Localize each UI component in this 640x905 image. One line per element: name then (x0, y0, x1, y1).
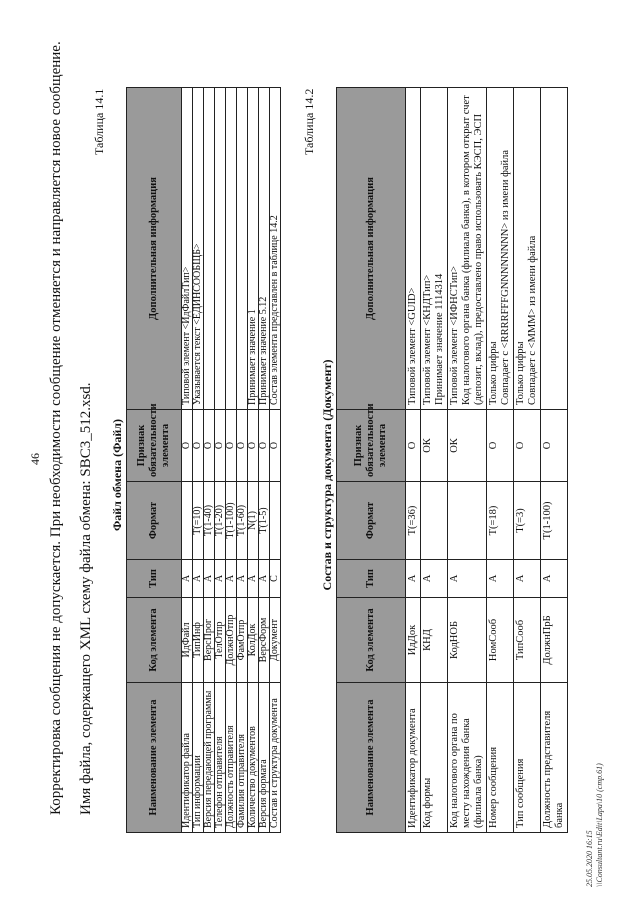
table-cell: А (204, 560, 215, 598)
table-cell: ИдДок (406, 598, 421, 683)
table-row (487, 88, 514, 833)
table-cell: Принимает значение 1 (248, 88, 259, 410)
table-cell: А (215, 560, 226, 598)
column-header: Код элемента (127, 598, 182, 683)
table-cell: ТелОтпр (215, 598, 226, 683)
column-header: Тип (337, 560, 406, 598)
table-1-caption: Файл обмена (Файл) (110, 418, 124, 532)
table-cell: T(1-100) (226, 482, 237, 560)
column-header: Наименование элемента (127, 683, 182, 833)
table-cell: T(1-100) (541, 482, 568, 560)
table-2-caption: Состав и структура документа (Документ) (320, 359, 334, 591)
table-1-label: Таблица 14.1 (92, 88, 106, 155)
table-cell: Фамилия отправителя (237, 683, 248, 833)
footer-path: \\Consultant.ru\Edit\Lapa\10 (стр.61) (595, 763, 604, 887)
footer (585, 763, 605, 887)
table-cell: А (182, 560, 193, 598)
table-cell (541, 88, 568, 410)
table-cell: Должность отправителя (226, 683, 237, 833)
table-cell: А (421, 560, 448, 598)
table-row (182, 88, 193, 833)
table-cell: Указывается текст <ЕДИНСООБЩБ> (193, 88, 204, 410)
table-cell: О (406, 410, 421, 482)
table-cell (215, 88, 226, 410)
table-row (226, 88, 237, 833)
table-cell (270, 482, 281, 560)
table-cell: ВерсПрог (204, 598, 215, 683)
table-document-structure (336, 87, 568, 833)
table-cell: О (237, 410, 248, 482)
column-header: Наименование элемента (337, 683, 406, 833)
table-cell (182, 482, 193, 560)
table-cell: Телефон отправителя (215, 683, 226, 833)
table-cell: Типовой элемент <ИдФайлТип> (182, 88, 193, 410)
table-cell: Типовой элемент <ИФНСТип> Код налогового органа банка (филиала банка), в котором открыт счет (депозит, вклад), предоставлено право использовать КЭСП, ЭСП (448, 88, 487, 410)
table-cell: T(1-40) (204, 482, 215, 560)
table-cell: Тип сообщения (514, 683, 541, 833)
table-cell (237, 88, 248, 410)
table-cell: О (226, 410, 237, 482)
table-cell: ИдФайл (182, 598, 193, 683)
table-cell: О (259, 410, 270, 482)
table-cell: НомСооб (487, 598, 514, 683)
table-cell: Состав элемента представлен в таблице 14.2 (270, 88, 281, 410)
table-cell: Должность представителя банка (541, 683, 568, 833)
table-cell: T(1-20) (215, 482, 226, 560)
table-row (421, 88, 448, 833)
table-cell: Версия формата (259, 683, 270, 833)
table-cell: Номер сообщения (487, 683, 514, 833)
table-cell: Тип информации (193, 683, 204, 833)
table-cell: С (270, 560, 281, 598)
paragraph-1: Корректировка сообщения не допускается. При необходимости сообщение отменяется и направляется новое сообщение. (48, 41, 64, 815)
footer-date: 25.05.2020 16:15 (585, 830, 594, 887)
table-cell: ОК (421, 410, 448, 482)
table-cell: А (248, 560, 259, 598)
table-cell: Код налогового органа по месту нахождения банка (филиала банка) (448, 683, 487, 833)
table-cell: T(=18) (487, 482, 514, 560)
table-row (193, 88, 204, 833)
table-cell: T(1-60) (237, 482, 248, 560)
table-row (448, 88, 487, 833)
table-cell: ОК (448, 410, 487, 482)
table-row (259, 88, 270, 833)
column-header: Дополнительная информация (127, 88, 182, 410)
table-row (270, 88, 281, 833)
table-cell: Количество документов (248, 683, 259, 833)
table-cell: T(1-5) (259, 482, 270, 560)
column-header: Формат (127, 482, 182, 560)
column-header: Признак обязательности элемента (337, 410, 406, 482)
table-cell: T(=10) (193, 482, 204, 560)
table-cell: А (237, 560, 248, 598)
table-cell: А (514, 560, 541, 598)
column-header: Код элемента (337, 598, 406, 683)
table-row (204, 88, 215, 833)
table-cell: ДолжнОтпр (226, 598, 237, 683)
table-cell: А (193, 560, 204, 598)
table-cell: О (193, 410, 204, 482)
table-cell: А (487, 560, 514, 598)
table-row (215, 88, 226, 833)
table-cell: ТипСооб (514, 598, 541, 683)
table-cell: Только цифры Совпадает с <MMM> из имени файла (514, 88, 541, 410)
table-file-exchange (126, 87, 281, 833)
table-row (237, 88, 248, 833)
table-cell: О (204, 410, 215, 482)
table-cell: Идентификатор документа (406, 683, 421, 833)
table-cell (204, 88, 215, 410)
table-cell: О (514, 410, 541, 482)
table-cell: О (248, 410, 259, 482)
table-cell: T(=3) (514, 482, 541, 560)
table-cell: О (182, 410, 193, 482)
table-cell: Принимает значение 5.12 (259, 88, 270, 410)
table-cell: О (487, 410, 514, 482)
table-header-row (127, 88, 182, 833)
table-cell: ДолжнПрБ (541, 598, 568, 683)
column-header: Признак обязательности элемента (127, 410, 182, 482)
table-cell: КолДок (248, 598, 259, 683)
table-cell: N(1) (248, 482, 259, 560)
table-cell (448, 482, 487, 560)
table-cell (226, 88, 237, 410)
table-cell: Типовой элемент <КНДТип> Принимает значение 1114314 (421, 88, 448, 410)
table-cell: А (226, 560, 237, 598)
paragraph-2: Имя файла, содержащего XML схему файла обмена: SBC3_512.xsd. (78, 382, 94, 815)
table-cell: ФамОтпр (237, 598, 248, 683)
column-header: Формат (337, 482, 406, 560)
table-row (248, 88, 259, 833)
table-cell: А (541, 560, 568, 598)
column-header: Дополнительная информация (337, 88, 406, 410)
table-cell: О (215, 410, 226, 482)
table-cell: Документ (270, 598, 281, 683)
table-cell: КНД (421, 598, 448, 683)
table-cell: О (270, 410, 281, 482)
column-header: Тип (127, 560, 182, 598)
table-row (541, 88, 568, 833)
table-cell: Версия передающей программы (204, 683, 215, 833)
table-cell: А (406, 560, 421, 598)
table-cell: Код формы (421, 683, 448, 833)
table-cell: Типовой элемент <GUID> (406, 88, 421, 410)
table-cell: О (541, 410, 568, 482)
table-cell: Только цифры Совпадает с <RRRRFFFGNNNNNNNN> из имени файла (487, 88, 514, 410)
table-cell (421, 482, 448, 560)
table-cell: ТипИнф (193, 598, 204, 683)
table-row (406, 88, 421, 833)
table-row (514, 88, 541, 833)
table-2-label: Таблица 14.2 (302, 88, 316, 155)
table-cell: А (448, 560, 487, 598)
table-cell: А (259, 560, 270, 598)
table-cell: T(=36) (406, 482, 421, 560)
page-number: 46 (28, 453, 42, 465)
table-header-row (337, 88, 406, 833)
table-cell: Идентификатор файла (182, 683, 193, 833)
table-cell: ВерсФорм (259, 598, 270, 683)
table-cell: КодНОБ (448, 598, 487, 683)
table-cell: Состав и структура документа (270, 683, 281, 833)
